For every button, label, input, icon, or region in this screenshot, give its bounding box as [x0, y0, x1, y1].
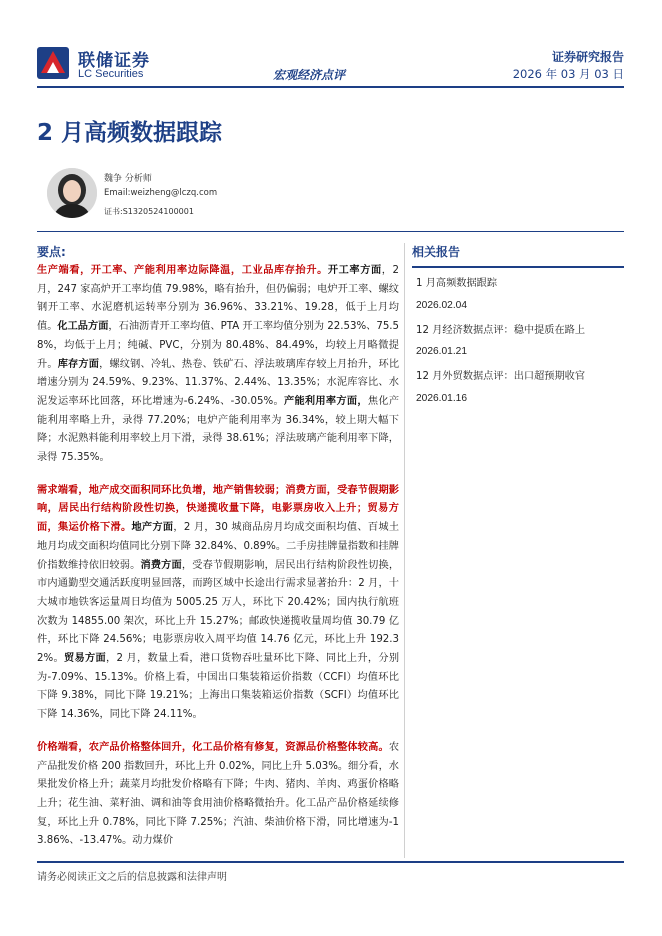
paragraph-text: ，2 月，数量上看，港口货物吞吐量环比下降、同比上升，分别为-7.09%、15.13%。价格上看，中国出口集装箱运价指数（CCFI）均值环比下降 9.38%，同比下降 19.21%；上海出口集装箱运价指数（SCFI）均值环比下降 14.36%，同比下降 24.11%。: [37, 653, 400, 721]
column-divider: [404, 243, 405, 858]
related-report-label[interactable]: 12 月外贸数据点评：出口超预期收官: [416, 371, 586, 382]
paragraph-headline: 生产端看，开工率、产能利用率边际降温，工业品库存抬升。: [37, 265, 328, 276]
logo-chinese-name: 联储证券: [78, 51, 150, 71]
author-avatar: [47, 168, 97, 218]
paragraph-subhead: 贸易方面: [63, 653, 106, 665]
paragraph-subhead: 库存方面: [57, 358, 100, 370]
paragraph-text: ，2 月，247 家高炉开工率均值 79.98%，略有抬升，但仍偏弱；电炉开工率、螺纹钢开工率、水泥磨机运转率分别为 36.96%、33.21%、19.28，低于上月均值。: [37, 265, 400, 333]
related-report-item[interactable]: [412, 322, 624, 362]
key-point-paragraph: [37, 739, 399, 851]
paragraph-subhead: 产能利用率方面，: [283, 395, 368, 407]
related-report-date: 2026.01.16: [416, 392, 467, 404]
header-divider: [37, 86, 624, 88]
paragraph-text: ，受春节假期影响，居民出行结构阶段性切换，市内通勤型交通活跃度明显回落，而跨区域中长途出行需求显著抬升：2 月，十大城市地铁客运量周日均值为 5005.25 万人，环比下 20.42%；国内执行航班次数为 14855.00 架次，环比上升 15.27%；邮政快递揽收量周均值 30.79 亿件，环比下降 24.56%；电影票房收入周平均值 14.76 亿元，环比上升 192.32%。: [37, 559, 400, 665]
related-report-label[interactable]: 1 月高频数据跟踪: [416, 278, 498, 289]
related-report-label[interactable]: 12 月经济数据点评：稳中提质在路上: [416, 324, 586, 336]
key-points-title: 要点:: [37, 245, 66, 259]
related-report-date: 2026.02.04: [416, 299, 467, 311]
related-report-date: 2026.01.21: [416, 346, 467, 357]
author-name: 魏争 分析师: [104, 174, 152, 184]
related-report-item[interactable]: [412, 368, 624, 408]
related-report-item[interactable]: [412, 275, 624, 315]
author-certificate: 证书:S1320524100001: [104, 207, 194, 216]
paragraph-text: ，螺纹钢、冷轧、热卷、铁矿石、浮法玻璃库存较上月抬升，环比增速分别为 24.59%、9.23%、11.37%、2.44%、13.35%；水泥库容比、水泥发运率环比回落，环比增速为-6.24%、-30.05%。: [37, 358, 400, 407]
paragraph-subhead: 化工品方面: [57, 321, 109, 333]
paragraph-subhead: 消费方面: [140, 559, 182, 571]
footer-divider: [37, 861, 624, 863]
related-reports-title: 相关报告: [412, 243, 624, 268]
disclaimer-text: 请务必阅读正文之后的信息披露和法律声明: [37, 872, 227, 883]
paragraph-subhead: 地产方面: [131, 522, 174, 534]
author-email[interactable]: Email:weizheng@lczq.com: [104, 188, 218, 198]
person-portrait-icon: [47, 168, 97, 218]
key-point-paragraph: [37, 262, 399, 468]
paragraph-headline: 需求端看，地产成交面积同环比负增，地产销售较弱；消费方面，受春节假期影响，居民出行结构阶段性切换，快递揽收量下降，电影票房收入上升；贸易方面，集运价格下滑。: [37, 484, 399, 534]
report-date: 2026 年 03 月 03 日: [512, 67, 624, 81]
page-title: 2 月高频数据跟踪: [37, 120, 223, 146]
key-points-body: [37, 262, 399, 851]
paragraph-subhead: 开工率方面: [327, 265, 382, 276]
logo-english-name: LC Securities: [78, 68, 144, 80]
report-category: 宏观经济点评: [273, 68, 346, 82]
key-points-section: [37, 243, 399, 865]
report-type: 证券研究报告: [551, 50, 624, 64]
related-reports-panel: [412, 243, 624, 408]
paragraph-text: ，2 月，30 城商品房月均成交面积均值、百城土地月均成交面积均值同比分别下降 32.84%、0.89%。二手房挂牌量指数和挂牌价指数维持依旧较弱。: [37, 522, 400, 571]
author-divider: [37, 231, 624, 232]
paragraph-text: 焦化产能利用率略上升，录得 77.20%；电炉产能利用率为 36.34%，较上期大幅下降；水泥熟料能利用率较上月下滑，录得 38.61%；浮法玻璃产能利用率下降，录得 75.35%。: [37, 395, 400, 464]
paragraph-text: ，石油沥青开工率均值、PTA 开工率均值分别为 22.53%、75.58%，均低于上月；纯碱、PVC，分别为 80.48%、84.49%，均较上月略微提升。: [37, 321, 400, 370]
paragraph-text: 农产品批发价格 200 指数回升，环比上升 0.02%，同比上升 5.03%。细分看，水果批发价格上升；蔬菜月均批发价格略有下降；牛肉、猪肉、羊肉、鸡蛋价格略上升；花生油、菜籽油、调和油等食用油价格略微抬升。化工品产品价格延续修复，环比上升 0.78%，同比下降 7.25%；汽油、柴油价格下滑，同比增速为-13.86%、-13.47%。动力煤价: [37, 741, 399, 847]
lc-logo-icon: [37, 47, 69, 79]
paragraph-headline: 价格端看，农产品价格整体回升，化工品价格有修复，资源品价格整体较高。: [37, 741, 389, 753]
key-point-paragraph: [37, 482, 399, 725]
